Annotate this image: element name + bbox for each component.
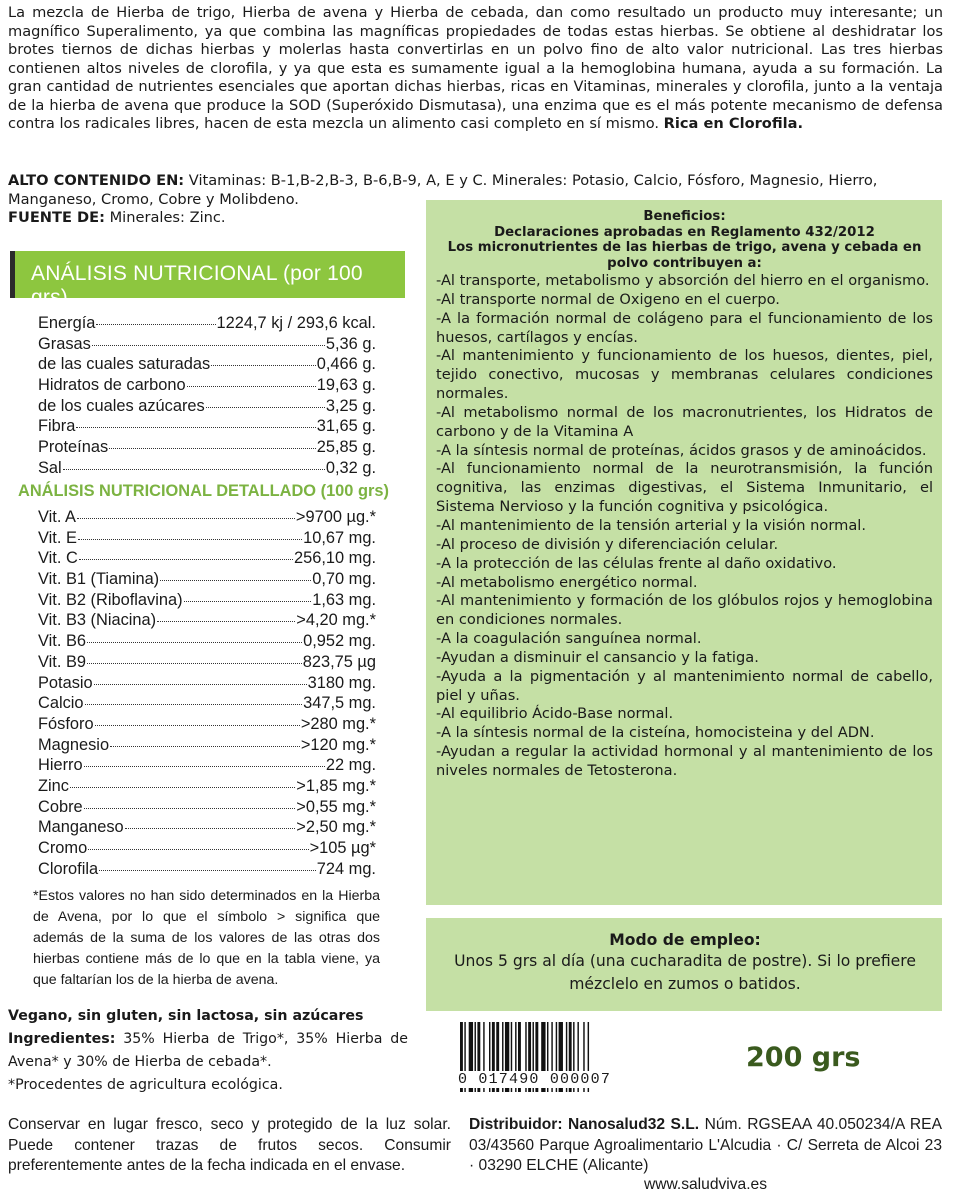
benefit-item: -Al transporte, metabolismo y absorción del hierro en el organismo.	[436, 272, 930, 289]
storage-notice: Conservar en lugar fresco, seco y protegido de la luz solar. Puede contener trazas de frutos secos. Consumir preferentemente antes de la fecha indicada en el envase.	[8, 1116, 451, 1174]
nutrient-value: >1,85 mg.*	[296, 776, 376, 795]
alto-contenido-label: ALTO CONTENIDO EN:	[8, 172, 185, 189]
nutrient-label: Hidratos de carbono	[38, 376, 186, 395]
nutrition-row	[38, 715, 376, 736]
nutrition-row	[38, 839, 376, 860]
nutrient-value: 31,65 g.	[316, 417, 376, 436]
benefit-item: -Al mantenimiento y funcionamiento de los huesos, dientes, piel, tejido conectivo, mucosas y membranas celulares condiciones normales.	[436, 347, 933, 403]
nutrient-label: Zinc	[38, 776, 69, 795]
fuente-text: Minerales: Zinc.	[109, 209, 226, 226]
dot-leader	[77, 518, 295, 519]
nutrient-label: Proteínas	[38, 438, 109, 457]
fuente-label: FUENTE DE:	[8, 209, 105, 226]
nutrient-label: Vit. A	[38, 508, 76, 526]
nutrient-value: 5,36 g.	[325, 334, 376, 353]
nutrient-label: Hierro	[38, 756, 83, 775]
benefit-item: -Ayudan a regular la actividad hormonal y al mantenimiento de los niveles normales de Tetosterona.	[436, 743, 933, 779]
nutrition-header	[10, 251, 405, 309]
benefits-box	[426, 200, 942, 905]
nutrition-row	[38, 674, 376, 695]
nutrient-value: 0,466 g.	[316, 355, 376, 374]
benefits-list	[436, 272, 933, 781]
nutrition-row	[38, 694, 376, 715]
dot-leader	[99, 870, 316, 871]
dot-leader	[109, 448, 316, 449]
dot-leader	[110, 746, 300, 747]
nutrient-label: Vit. B3 (Niacina)	[38, 611, 157, 630]
nutrient-value: >120 mg.*	[300, 735, 376, 754]
nutrition-row	[38, 529, 376, 550]
nutrition-row	[38, 777, 376, 798]
distributor-label: Distribuidor:	[469, 1116, 563, 1133]
dot-leader	[84, 808, 296, 809]
benefit-item: -Al mantenimiento de la tensión arterial y la visión normal.	[436, 516, 866, 534]
benefit-item: -Ayuda a la pigmentación y al mantenimiento normal de cabello, piel y uñas.	[436, 667, 933, 704]
nutrition-row	[38, 417, 376, 438]
nutrient-value: 0,32 g.	[325, 458, 376, 477]
benefits-intro: Los micronutrientes de las hierbas de trigo, avena y cebada en polvo contribuyen a:	[447, 240, 922, 271]
nutrient-label: Vit. E	[38, 528, 77, 547]
nutrient-label: Calcio	[38, 694, 84, 713]
dot-leader	[84, 766, 325, 767]
nutrient-value: 3,25 g.	[325, 396, 376, 415]
nutrient-value: >2,50 mg.*	[296, 818, 376, 837]
nutrient-label: Magnesio	[38, 735, 110, 754]
nutrient-value: 1,63 mg.	[312, 590, 376, 609]
dot-leader	[87, 663, 302, 664]
usage-box	[426, 918, 942, 1011]
intro-text: La mezcla de Hierba de trigo, Hierba de avena y Hierba de cebada, dan como resultado un producto muy interesante; un magnífico Superalimento, ya que combina las magníficas propiedades de todas estas hierbas. Se obtiene al deshidratar los brotes tiernos de dichas hierbas y molerlas hasta convertirlas en un polvo fino de alto valor nutricional. Las tres hierbas contienen altos niveles de clorofila, y ya que esta es sumamente igual a la hemoglobina humana, ayuda a su formación. La gran cantidad de nutrientes esenciales que aportan dichas hierbas, ricas en Vitaminas, minerales y clorofila, junto a la ventaja de la hierba de avena que produce la SOD (Superóxido Dismutasa), una enzima que es el más potente mecanismo de defensa contra los radicales libres, hacen de esta mezcla un alimento casi completo en sí mismo.	[8, 4, 943, 132]
nutrient-value: 1224,7 kj / 293,6 kcal.	[216, 314, 376, 332]
nutrient-label: de los cuales azúcares	[38, 396, 205, 415]
dot-leader	[95, 725, 300, 726]
dot-leader	[87, 642, 302, 643]
nutrition-row	[38, 376, 376, 397]
barcode-number: 0 017490 000007	[458, 1071, 634, 1088]
detailed-nutrition-title: ANÁLISIS NUTRICIONAL DETALLADO (100 grs)	[18, 482, 389, 500]
benefit-item: -Al mantenimiento y formación de los glóbulos rojos y hemoglobina en condiciones normales.	[436, 592, 933, 629]
nutrition-row	[38, 335, 376, 356]
nutrition-row	[38, 508, 376, 529]
benefit-item: -A la protección de las células frente al daño oxidativo.	[436, 554, 837, 572]
dot-leader	[76, 427, 315, 428]
nutrient-value: 256,10 mg.	[293, 549, 376, 568]
distributor-text: Núm. RGSEAA 40.050234/A REA 03/43560 Parque Agroalimentario L'Alcudia · C/ Serreta de Alcoi 23 · 03290 ELCHE (Alicante)	[469, 1116, 942, 1174]
intro-paragraph	[8, 4, 943, 134]
benefit-item: -Al equilibrio Ácido-Base normal.	[436, 705, 674, 723]
nutrient-value: 22 mg.	[325, 756, 376, 775]
ingredients-line	[8, 1028, 408, 1074]
nutrition-row	[38, 355, 376, 376]
dot-leader	[63, 469, 325, 470]
nutrient-value: 823,75 µg	[302, 652, 376, 671]
nutrient-value: 0,70 mg.	[312, 570, 376, 589]
nutrient-value: 347,5 mg.	[303, 694, 376, 713]
distributor-name: Nanosalud32 S.L.	[568, 1116, 700, 1133]
nutrient-value: 0,952 mg.	[303, 632, 376, 651]
dot-leader	[160, 580, 311, 581]
nutrient-value: >4,20 mg.*	[296, 611, 376, 630]
benefit-item: -Al metabolismo normal de los macronutrientes, los Hidratos de carbono y de la Vitamina A	[436, 403, 933, 440]
nutrient-label: Sal	[38, 458, 62, 477]
benefit-item: -A la formación normal de colágeno para el funcionamiento de los huesos, cartílagos y encías.	[436, 309, 933, 346]
dot-leader	[70, 787, 295, 788]
dot-leader	[187, 386, 316, 387]
procedencia-line: *Procedentes de agricultura ecológica.	[8, 1077, 283, 1093]
alto-contenido-text: Vitaminas: B-1,B-2,B-3, B-6,B-9, A, E y C. Minerales: Potasio, Calcio, Fósforo, Magnesio, Hierro, Manganeso, Cromo, Cobre y Molibdeno.	[8, 172, 878, 208]
dot-leader	[211, 365, 316, 366]
nutrient-label: Vit. B1 (Tiamina)	[38, 570, 160, 589]
nutrient-value: 10,67 mg.	[303, 528, 376, 547]
nutrient-label: Grasas	[38, 334, 91, 353]
benefits-regulation: Declaraciones aprobadas en Reglamento 432/2012	[494, 224, 875, 240]
nutrition-row	[38, 860, 376, 881]
nutrition-row	[38, 756, 376, 777]
nutrient-label: Cobre	[38, 797, 83, 816]
dot-leader	[125, 828, 296, 829]
intro-highlight: Rica en Clorofila.	[663, 115, 804, 132]
benefit-item: -Al transporte normal de Oxigeno en el cuerpo.	[436, 290, 780, 308]
nutrient-value: >280 mg.*	[300, 714, 376, 733]
nutrient-label: Vit. B9	[38, 652, 86, 671]
usage-text: Unos 5 grs al día (una cucharadita de postre). Si lo prefiere mézclelo en zumos o batidos.	[454, 952, 916, 993]
nutrient-label: de las cuales saturadas	[38, 355, 211, 374]
nutrition-row	[38, 653, 376, 674]
nutrient-label: Cromo	[38, 839, 88, 857]
benefit-item: -Al proceso de división y diferenciación celular.	[436, 535, 779, 553]
benefit-item: -A la coagulación sanguínea normal.	[436, 630, 702, 648]
nutrition-row	[38, 798, 376, 819]
benefit-item: -Al funcionamiento normal de la neurotransmisión, la función cognitiva, las enzimas digestivas, el Sistema Inmunitario, el Sistema Nervioso y la función cognitiva y psicológica.	[436, 460, 933, 516]
nutrition-title: ANÁLISIS NUTRICIONAL (por 100 grs)	[31, 262, 363, 309]
ingredients-label: Ingredientes:	[8, 1031, 116, 1047]
nutrient-label: Fósforo	[38, 714, 94, 733]
vegan-line: Vegano, sin gluten, sin lactosa, sin azúcares	[8, 1008, 364, 1024]
ingredients-text: 35% Hierba de Trigo*, 35% Hierba de Avena* y 30% de Hierba de cebada*.	[8, 1031, 408, 1070]
nutrient-value: 724 mg.	[316, 859, 376, 878]
nutrition-row	[38, 438, 376, 459]
nutrition-row	[38, 570, 376, 591]
nutrition-row	[38, 549, 376, 570]
nutrition-row	[38, 591, 376, 612]
usage-title: Modo de empleo:	[609, 931, 761, 949]
benefits-title: Beneficios:	[643, 209, 726, 224]
dot-leader	[85, 704, 303, 705]
dot-leader	[96, 324, 215, 325]
nutrient-value: 3180 mg.	[307, 673, 376, 692]
nutrient-value: 19,63 g.	[316, 376, 376, 395]
ingredients-block	[8, 1005, 408, 1097]
nutrition-row	[38, 611, 376, 632]
dot-leader	[79, 559, 293, 560]
dot-leader	[78, 539, 302, 540]
nutrition-row	[38, 736, 376, 757]
nutrition-row	[38, 459, 376, 480]
distributor-block	[469, 1115, 942, 1177]
nutrition-row	[38, 314, 376, 335]
net-weight: 200 grs	[746, 1042, 861, 1073]
benefit-item: -Al metabolismo energético normal.	[436, 573, 698, 591]
nutrient-label: Clorofila	[38, 859, 99, 878]
benefit-item: -A la síntesis normal de proteínas, ácidos grasos y de aminoácidos.	[436, 441, 927, 459]
nutrient-value: >9700 µg.*	[295, 508, 376, 526]
nutrition-row	[38, 818, 376, 839]
dot-leader	[184, 601, 312, 602]
nutrient-value: >105 µg*	[309, 839, 376, 857]
nutrition-row	[38, 397, 376, 418]
benefit-item: -A la síntesis normal de la cisteína, homocisteina y del ADN.	[436, 724, 875, 742]
nutrition-table	[38, 314, 376, 480]
nutrient-label: Potasio	[38, 673, 93, 692]
nutrient-label: Fibra	[38, 417, 76, 436]
dot-leader	[88, 849, 308, 850]
dot-leader	[157, 621, 295, 622]
nutrition-row	[38, 632, 376, 653]
footnote: *Estos valores no han sido determinados en la Hierba de Avena, por lo que el símbolo > significa que además de la suma de los valores de las otras dos hierbas contiene más de lo que en la tabla viene, ya que faltarían los de la hierba de avena.	[33, 888, 380, 988]
nutrient-label: Energía	[38, 314, 96, 332]
dot-leader	[94, 684, 307, 685]
nutrient-label: Vit. C	[38, 549, 78, 568]
nutrient-label: Manganeso	[38, 818, 124, 837]
detailed-nutrition-table	[38, 508, 376, 880]
nutrient-value: 25,85 g.	[316, 438, 376, 457]
dot-leader	[206, 407, 325, 408]
website-link[interactable]: www.saludviva.es	[643, 1176, 768, 1193]
nutrient-value: >0,55 mg.*	[296, 797, 376, 816]
dot-leader	[92, 345, 325, 346]
nutrient-label: Vit. B6	[38, 632, 86, 651]
benefit-item: -Ayudan a disminuir el cansancio y la fatiga.	[436, 648, 759, 666]
nutrient-label: Vit. B2 (Riboflavina)	[38, 590, 183, 609]
